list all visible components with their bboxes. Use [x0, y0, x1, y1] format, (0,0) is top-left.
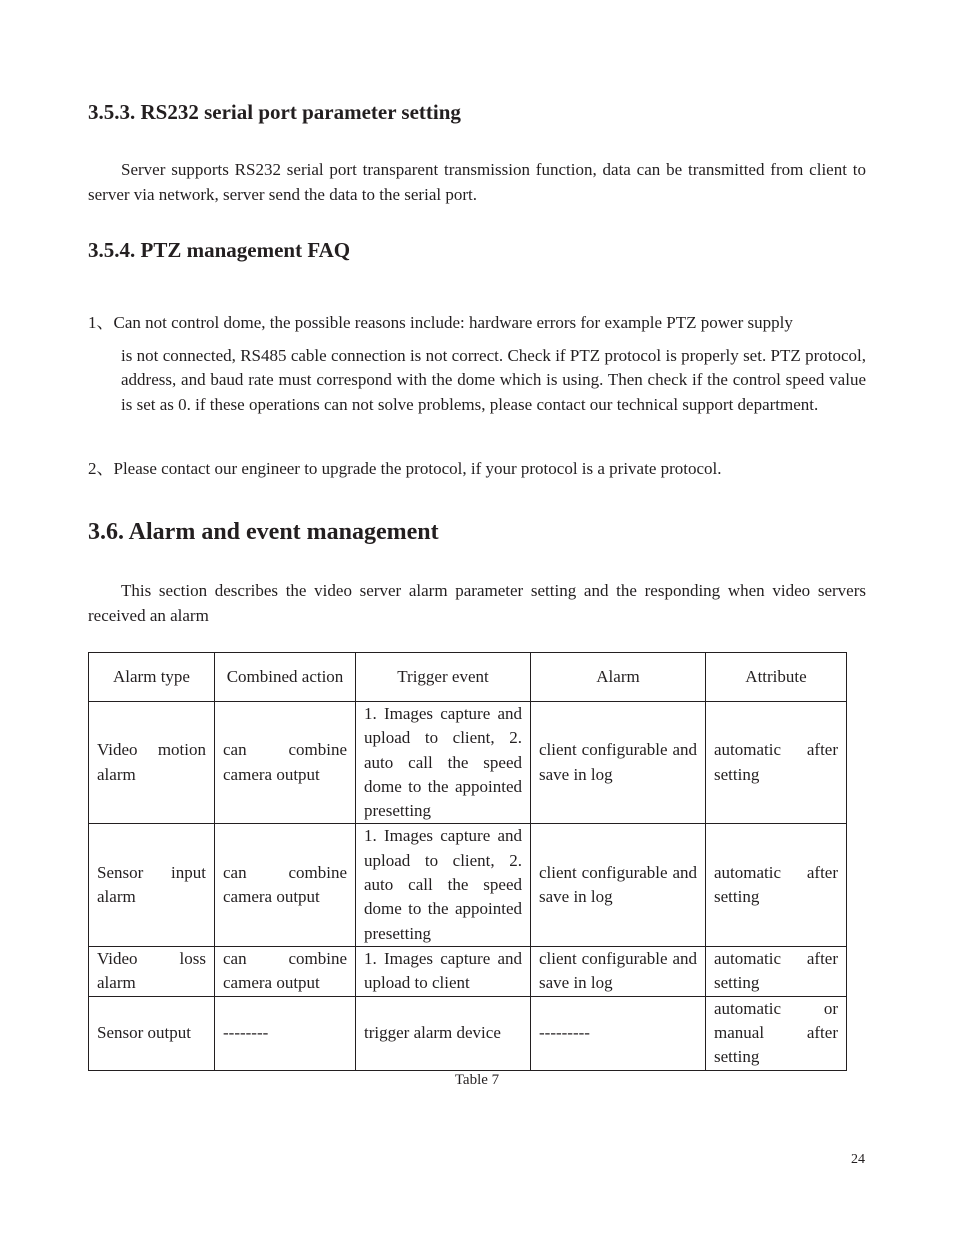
faq-item-1 — [88, 311, 866, 417]
faq-item-2-text: 2、Please contact our engineer to upgrade the protocol, if your protocol is a private protocol. — [88, 459, 722, 478]
table-cell: 1. Images capture and upload to client, 2. auto call the speed dome to the appointed presetting — [356, 824, 531, 946]
table-cell: -------- — [215, 996, 356, 1070]
table-row — [89, 996, 847, 1070]
table-cell: automatic after setting — [706, 824, 847, 946]
header-cell: Attribute — [706, 653, 847, 702]
header-cell: Combined action — [215, 653, 356, 702]
section-3-6-body: This section describes the video server alarm parameter setting and the responding when video servers received an alarm — [88, 581, 866, 625]
header-cell: Alarm type — [89, 653, 215, 702]
table-cell: client configurable and save in log — [531, 824, 706, 946]
header-cell: Trigger event — [356, 653, 531, 702]
table-row — [89, 702, 847, 824]
table-cell: client configurable and save in log — [531, 946, 706, 996]
table-cell: Video loss alarm — [89, 946, 215, 996]
table-cell: --------- — [531, 996, 706, 1070]
table-row — [89, 824, 847, 946]
alarm-table — [88, 652, 847, 1071]
table-caption: Table 7 — [454, 1072, 500, 1088]
table-cell: automatic after setting — [706, 702, 847, 824]
section-3-5-4-heading: 3.5.4. PTZ management FAQ — [88, 238, 351, 262]
faq-item-1-continuation: is not connected, RS485 cable connection is not correct. Check if PTZ protocol is properly set. PTZ protocol, address, and baud rate must correspond with the dome which is using. Then check if the control speed value is set as 0. if these operations can not solve problems, please contact our technical support department. — [121, 345, 866, 414]
page-number: 24 — [851, 1152, 865, 1167]
section-3-5-3-body: Server supports RS232 serial port transparent transmission function, data can be transmitted from client to server via network, server send the data to the serial port. — [88, 160, 866, 204]
section-3-5-3-heading: 3.5.3. RS232 serial port parameter setting — [88, 100, 461, 124]
table-cell: 1. Images capture and upload to client, 2. auto call the speed dome to the appointed presetting — [356, 702, 531, 824]
table-cell: 1. Images capture and upload to client — [356, 946, 531, 996]
table-cell: client configurable and save in log — [531, 702, 706, 824]
table-cell: can combine camera output — [215, 702, 356, 824]
table-cell: can combine camera output — [215, 824, 356, 946]
header-cell: Alarm — [531, 653, 706, 702]
table-cell: can combine camera output — [215, 946, 356, 996]
table-cell: automatic after setting — [706, 946, 847, 996]
table-row — [89, 946, 847, 996]
faq-item-2 — [88, 457, 866, 482]
table-cell: Video motion alarm — [89, 702, 215, 824]
table-cell: automatic or manual after setting — [706, 996, 847, 1070]
table-cell: trigger alarm device — [356, 996, 531, 1070]
table-header-row — [89, 653, 847, 702]
faq-item-1-first-line: 1、Can not control dome, the possible reasons include: hardware errors for example PTZ power supply — [88, 313, 793, 332]
section-3-6-heading: 3.6. Alarm and event management — [88, 519, 439, 545]
table-cell: Sensor output — [89, 996, 215, 1070]
table-cell: Sensor input alarm — [89, 824, 215, 946]
